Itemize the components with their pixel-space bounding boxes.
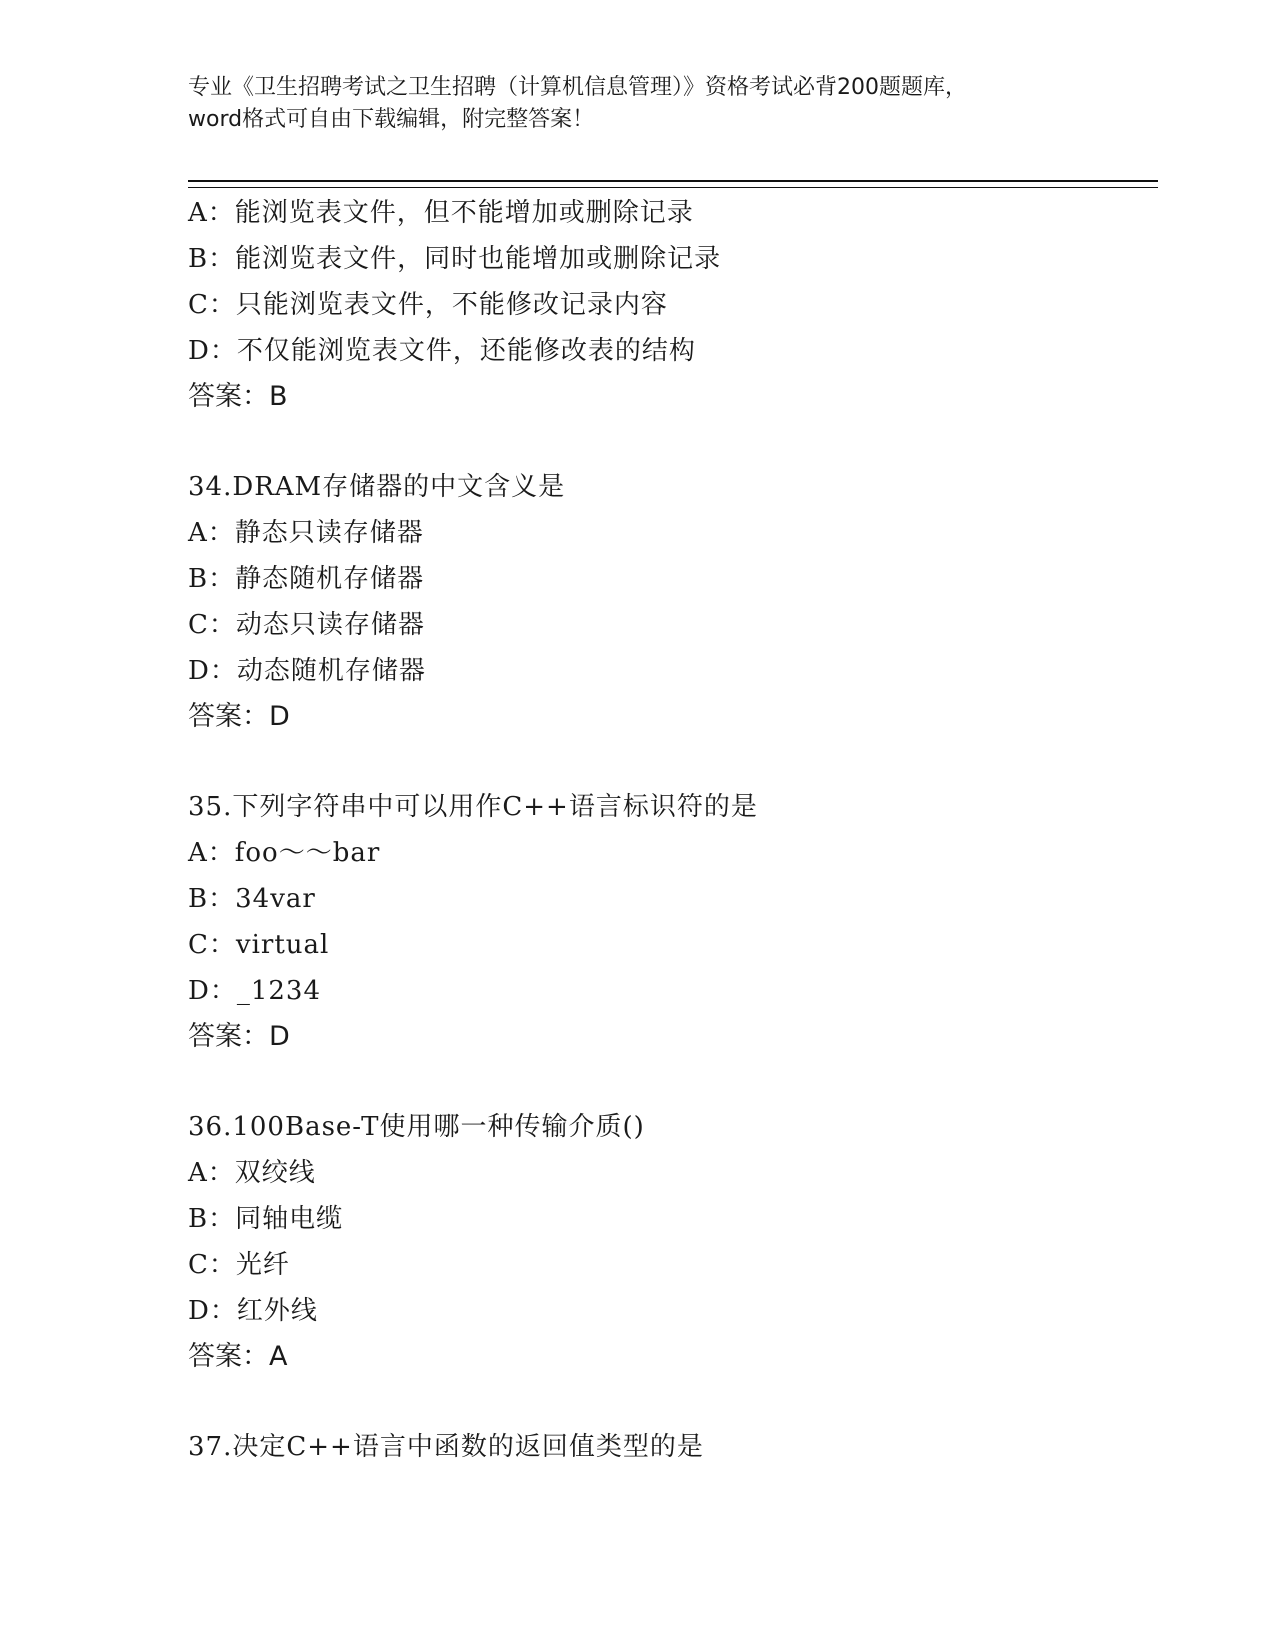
option-a: A：能浏览表文件，但不能增加或删除记录 bbox=[188, 198, 694, 228]
question-text: 35.下列字符串中可以用作C++语言标识符的是 bbox=[188, 792, 758, 822]
header-line-1: 专业《卫生招聘考试之卫生招聘（计算机信息管理）》资格考试必背200题题库， bbox=[188, 75, 967, 100]
header-divider bbox=[188, 180, 1158, 188]
spacer bbox=[188, 420, 1148, 464]
question-block-37 bbox=[188, 1424, 1148, 1470]
option-a: A：foo～～bar bbox=[188, 838, 381, 868]
header-line-2: word格式可自由下载编辑，附完整答案！ bbox=[188, 107, 595, 132]
option-b: B：能浏览表文件，同时也能增加或删除记录 bbox=[188, 244, 722, 274]
question-block-34 bbox=[188, 464, 1148, 740]
question-text: 36.100Base-T使用哪一种传输介质() bbox=[188, 1112, 645, 1142]
answer-line: 答案：A bbox=[188, 1341, 288, 1372]
option-a: A：双绞线 bbox=[188, 1158, 316, 1188]
option-b: B：34var bbox=[188, 884, 316, 914]
option-b: B：同轴电缆 bbox=[188, 1204, 344, 1234]
option-c: C：动态只读存储器 bbox=[188, 610, 425, 640]
spacer bbox=[188, 740, 1148, 784]
answer-line: 答案：B bbox=[188, 381, 288, 412]
spacer bbox=[188, 1380, 1148, 1424]
option-c: C：只能浏览表文件，不能修改记录内容 bbox=[188, 290, 668, 320]
document-header bbox=[188, 72, 1088, 136]
answer-line: 答案：D bbox=[188, 1021, 290, 1052]
question-block-35 bbox=[188, 784, 1148, 1060]
spacer bbox=[188, 1060, 1148, 1104]
option-a: A：静态只读存储器 bbox=[188, 518, 424, 548]
option-c: C：光纤 bbox=[188, 1250, 290, 1280]
option-d: D：红外线 bbox=[188, 1296, 318, 1326]
option-d: D：动态随机存储器 bbox=[188, 656, 426, 686]
option-b: B：静态随机存储器 bbox=[188, 564, 425, 594]
question-list bbox=[188, 190, 1148, 1470]
question-block-33 bbox=[188, 190, 1148, 420]
question-text: 37.决定C++语言中函数的返回值类型的是 bbox=[188, 1432, 704, 1462]
answer-line: 答案：D bbox=[188, 701, 290, 732]
question-block-36 bbox=[188, 1104, 1148, 1380]
question-text: 34.DRAM存储器的中文含义是 bbox=[188, 472, 566, 502]
option-c: C：virtual bbox=[188, 930, 330, 960]
option-d: D：_1234 bbox=[188, 976, 322, 1006]
option-d: D：不仅能浏览表文件，还能修改表的结构 bbox=[188, 336, 696, 366]
